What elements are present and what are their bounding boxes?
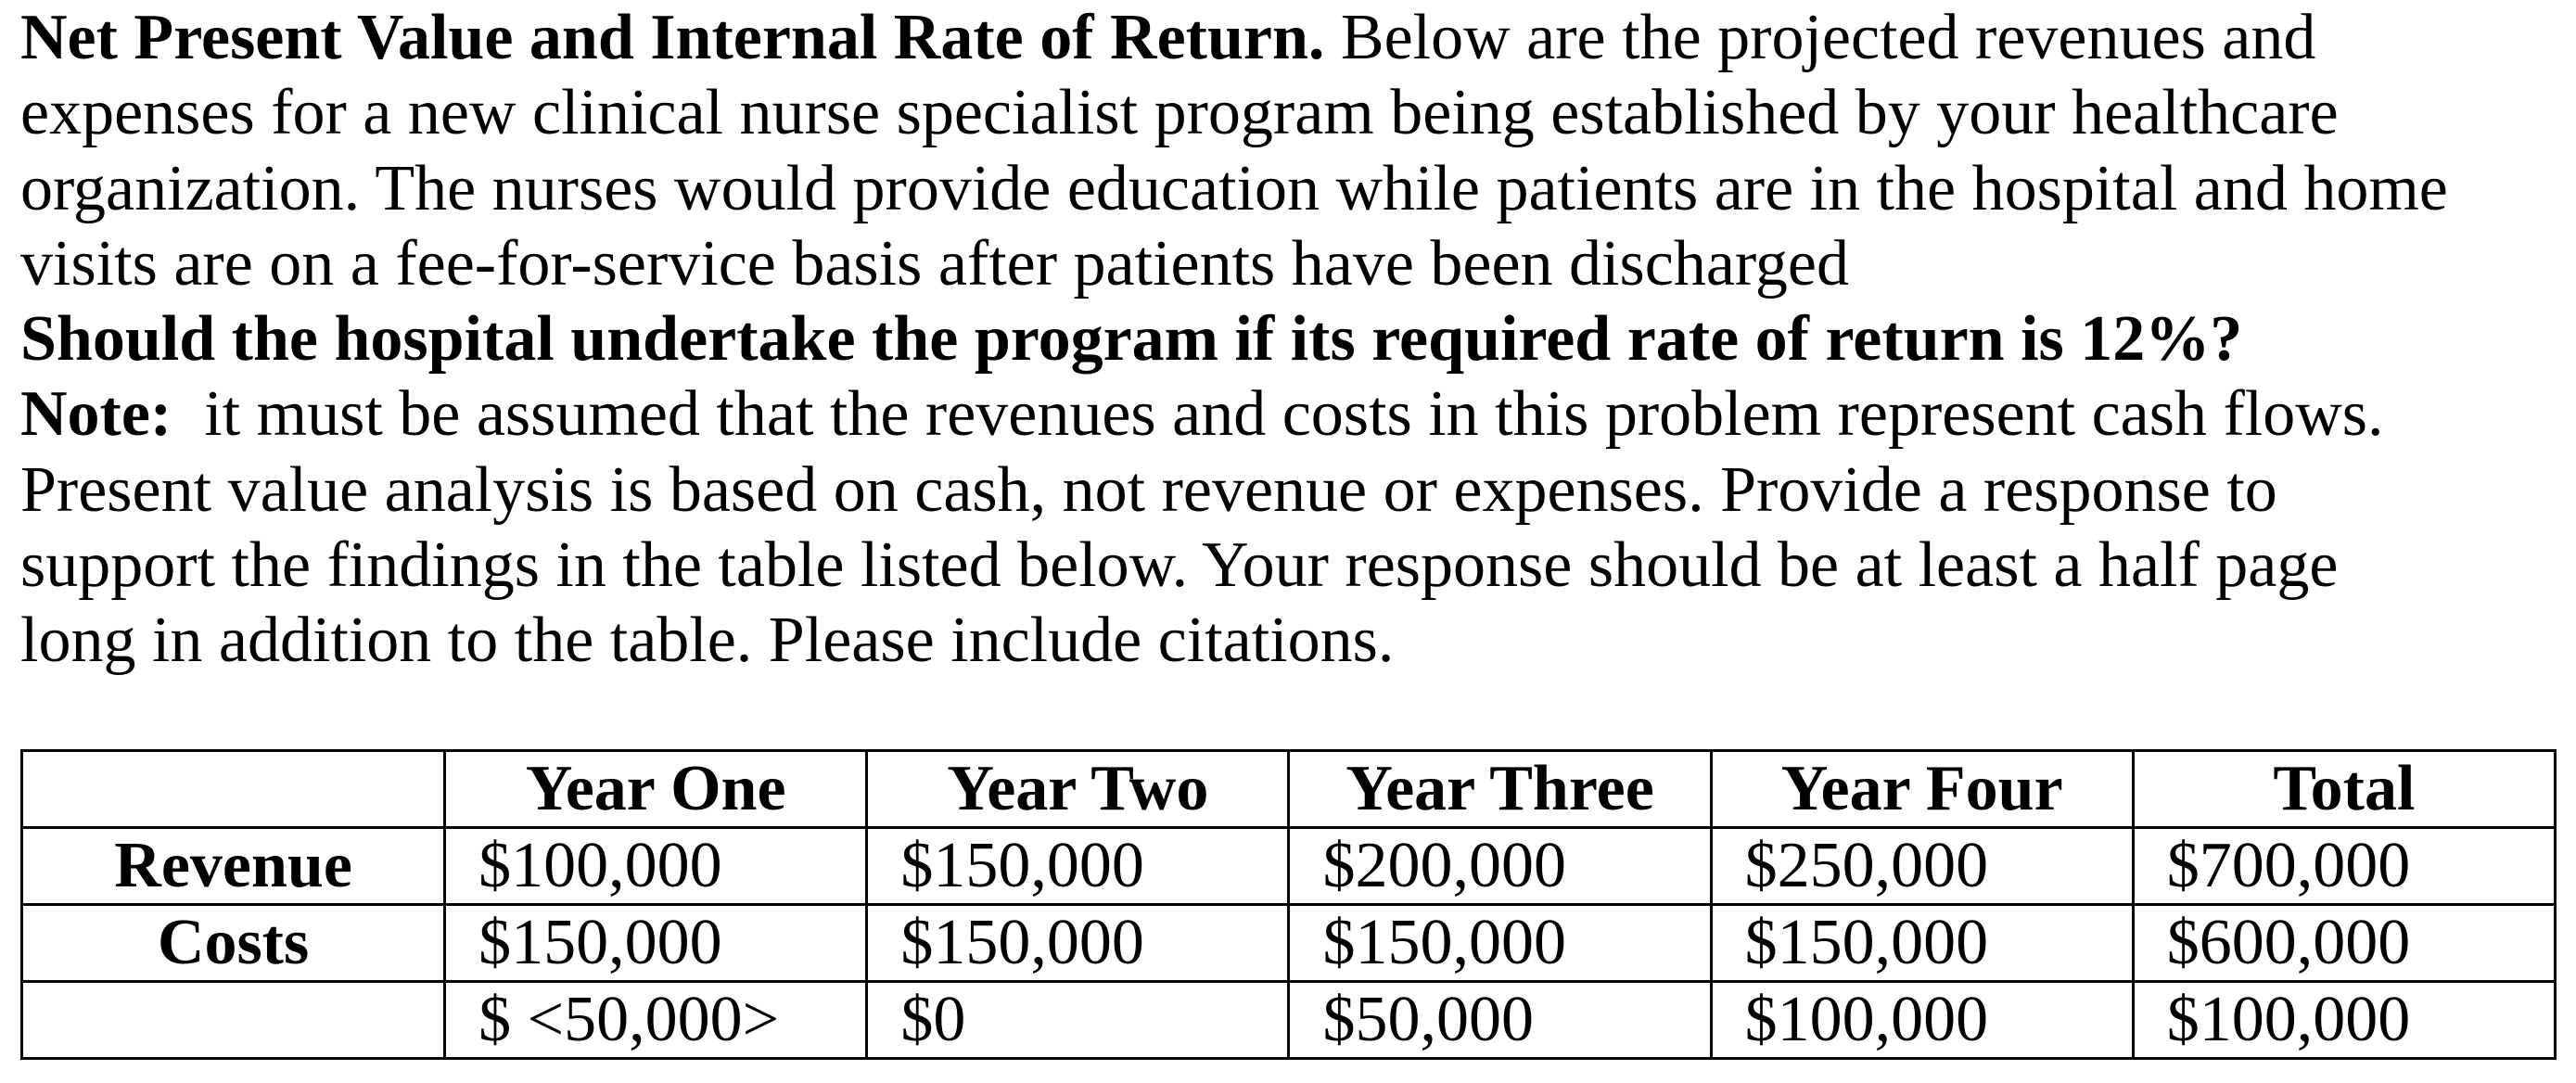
cell-revenue-year-two: $150,000 [867,828,1289,905]
note-line-2: Present value analysis is based on cash, not revenue or expenses. Provide a response to [20,453,2277,526]
note-line-1 [20,376,2561,452]
intro-text: Below are the projected revenues and [1324,2,2316,73]
header-total: Total [2133,751,2555,828]
cell-revenue-total: $700,000 [2133,828,2555,905]
cell-net-year-one: $ <50,000> [445,982,867,1059]
table-row-costs [22,905,2556,982]
note-line-3: support the findings in the table listed below. Your response should be at least a half page [20,529,2339,602]
cash-flow-table [20,749,2557,1060]
header-year-two: Year Two [867,751,1289,828]
cell-costs-total: $600,000 [2133,905,2555,982]
cell-net-year-three: $50,000 [1289,982,1711,1059]
table-row-net [22,982,2556,1059]
cell-revenue-year-one: $100,000 [445,828,867,905]
problem-statement [20,0,2561,679]
cell-net-year-two: $0 [867,982,1289,1059]
header-year-four: Year Four [1711,751,2133,828]
note-line-4: long in addition to the table. Please include citations. [20,605,1395,677]
cell-revenue-year-four: $250,000 [1711,828,2133,905]
cell-revenue-year-three: $200,000 [1289,828,1711,905]
intro-line-1 [20,0,2561,75]
row-label-costs: Costs [22,905,445,982]
question-text: Should the hospital undertake the program if its required rate of return is 12%? [20,303,2243,376]
table-row-revenue [22,828,2556,905]
cell-costs-year-one: $150,000 [445,905,867,982]
header-empty [22,751,445,828]
row-label-revenue: Revenue [22,828,445,905]
row-label-net [22,982,445,1059]
header-year-one: Year One [445,751,867,828]
problem-title: Net Present Value and Internal Rate of Return. [20,2,1325,73]
note-text: it must be assumed that the revenues and costs in this problem represent cash flows. [172,378,2384,451]
intro-line-2: expenses for a new clinical nurse specialist program being established by your healthcare [20,77,2339,149]
header-year-three: Year Three [1289,751,1711,828]
cell-costs-year-three: $150,000 [1289,905,1711,982]
table-header-row [22,751,2556,828]
cell-net-year-four: $100,000 [1711,982,2133,1059]
intro-line-4: visits are on a fee-for-service basis after patients have been discharged [20,227,1849,299]
note-label: Note: [20,378,172,451]
intro-line-3: organization. The nurses would provide education while patients are in the hospital and home [20,152,2448,224]
cell-costs-year-two: $150,000 [867,905,1289,982]
cell-net-total: $100,000 [2133,982,2555,1059]
cell-costs-year-four: $150,000 [1711,905,2133,982]
